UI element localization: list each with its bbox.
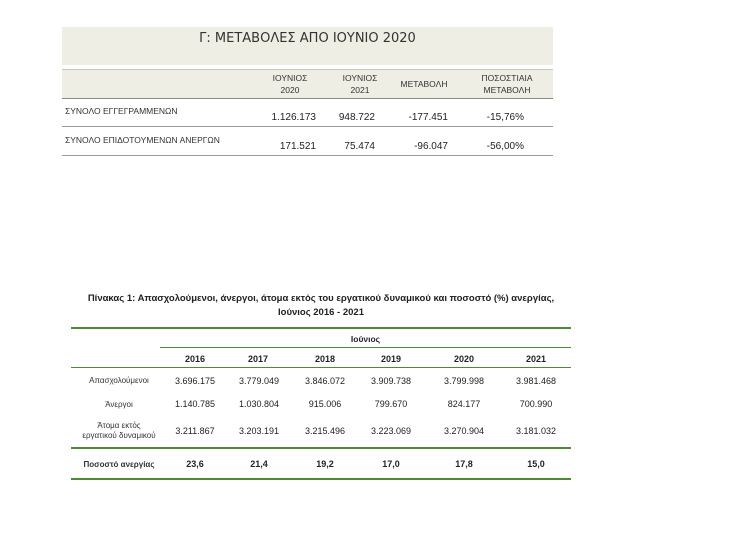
divider [71, 478, 571, 480]
cell: 824.177 [447, 399, 481, 409]
cell: 17,0 [382, 459, 400, 469]
year-header: 2017 [247, 354, 269, 364]
label-line: Ποσοστό ανεργίας [83, 460, 155, 469]
cell: 3.909.738 [370, 376, 412, 386]
table1-header-change [394, 78, 454, 90]
table1-title: Γ: ΜΕΤΑΒΟΛΕΣ ΑΠΟ ΙΟΥΝΙΟ 2020 [62, 27, 553, 65]
table1-header-pct-change [467, 72, 547, 96]
header-line: ΠΟΣΟΣΤΙΑΙΑ [481, 73, 533, 83]
header-line: ΜΕΤΑΒΟΛΗ [483, 85, 531, 95]
cell: 799.670 [374, 399, 408, 409]
table-row [62, 133, 553, 156]
row-label: ΣΥΝΟΛΟ ΕΠΙΔΟΤΟΥΜΕΝΩΝ ΑΝΕΡΓΩΝ [65, 135, 220, 145]
row-label [71, 460, 167, 470]
cell: -96.047 [414, 141, 448, 152]
divider [71, 367, 571, 368]
table1-header-jun2020 [262, 72, 318, 96]
table1-header-jun2021 [332, 72, 388, 96]
cell: 1.126.173 [271, 112, 316, 123]
divider [160, 347, 571, 348]
row-label [71, 400, 167, 410]
label-line: Άνεργοι [105, 400, 133, 409]
cell: 3.696.175 [174, 376, 216, 386]
table2-group-header: Ιούνιος [350, 334, 381, 344]
cell: -15,76% [486, 112, 524, 123]
cell: 15,0 [527, 459, 545, 469]
table-row [62, 104, 553, 127]
row-label [71, 421, 167, 441]
cell: 915.006 [308, 399, 342, 409]
title-line: Ιούνιος 2016 - 2021 [278, 307, 364, 318]
cell: 1.140.785 [174, 399, 216, 409]
row-label: ΣΥΝΟΛΟ ΕΓΓΕΓΡΑΜΜΕΝΩΝ [65, 106, 178, 116]
cell: -56,00% [486, 141, 524, 152]
year-header: 2018 [314, 354, 336, 364]
cell: 3.779.049 [238, 376, 280, 386]
year-header: 2019 [380, 354, 402, 364]
cell: 19,2 [316, 459, 334, 469]
cell: 17,8 [455, 459, 473, 469]
cell: 948.722 [338, 112, 375, 123]
cell: 1.030.804 [238, 399, 280, 409]
header-line: ΙΟΥΝΙΟΣ [272, 73, 308, 83]
cell: 21,4 [250, 459, 268, 469]
cell: 3.270.904 [443, 426, 485, 436]
header-line: ΙΟΥΝΙΟΣ [342, 73, 378, 83]
year-header: 2021 [525, 354, 547, 364]
cell: 3.799.998 [443, 376, 485, 386]
label-line: Απασχολούμενοι [89, 376, 149, 385]
divider [71, 447, 571, 449]
cell: 3.981.468 [515, 376, 557, 386]
cell: 3.203.191 [238, 426, 280, 436]
cell: 3.215.496 [304, 426, 346, 436]
cell: 75.474 [344, 141, 375, 152]
cell: 700.990 [519, 399, 553, 409]
cell: -177.451 [408, 112, 448, 123]
header-line: ΜΕΤΑΒΟΛΗ [400, 79, 448, 89]
table1-header-row [62, 69, 553, 99]
cell: 23,6 [186, 459, 204, 469]
cell: 3.181.032 [515, 426, 557, 436]
cell: 3.846.072 [304, 376, 346, 386]
header-line: 2021 [350, 85, 370, 95]
cell: 3.211.867 [175, 426, 215, 436]
year-header: 2016 [184, 354, 206, 364]
label-line: Άτομα εκτός [97, 421, 141, 430]
title-line: Πίνακας 1: Απασχολούμενοι, άνεργοι, άτομα εκτός του εργατικού δυναμικού και ποσοστό (%) ανεργίας, [87, 293, 555, 304]
table2-title [70, 292, 572, 320]
year-header: 2020 [453, 354, 475, 364]
divider [71, 327, 571, 329]
header-line: 2020 [280, 85, 300, 95]
cell: 3.223.069 [370, 426, 412, 436]
row-label [71, 376, 167, 386]
label-line: εργατικού δυναμικού [82, 431, 156, 440]
cell: 171.521 [279, 141, 316, 152]
